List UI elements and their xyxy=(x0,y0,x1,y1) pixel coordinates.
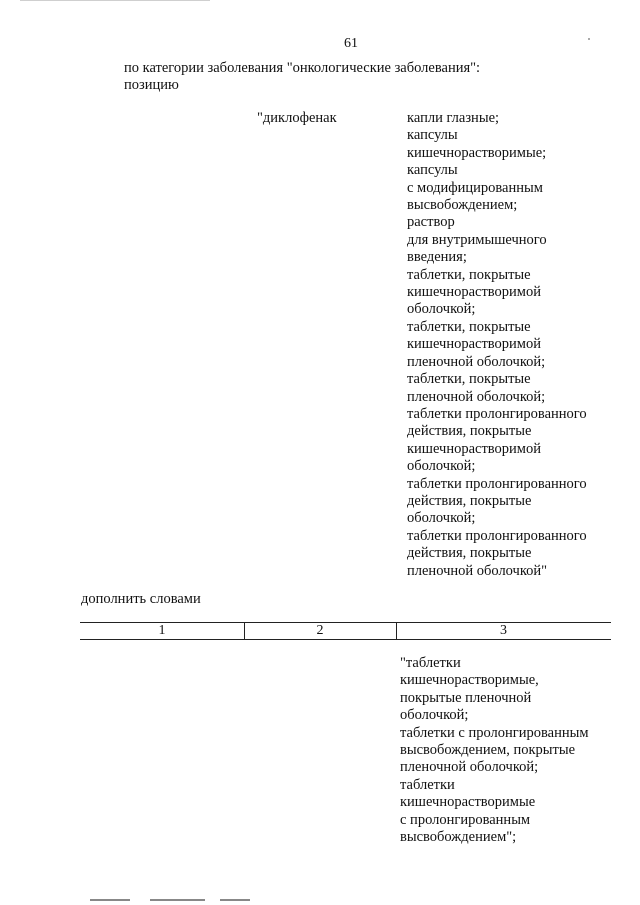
new-dosage-forms-list xyxy=(400,655,589,846)
new-form-line: таблетки с пролонгированным xyxy=(400,724,589,741)
dosage-form-line: таблетки пролонгированного xyxy=(407,527,587,544)
dosage-form-line: раствор xyxy=(407,214,455,231)
dosage-form-line: кишечнорастворимые; xyxy=(407,144,547,161)
column-number-2: 2 xyxy=(316,623,324,638)
page-number: 61 xyxy=(344,36,358,51)
dosage-form-line: таблетки, покрытые xyxy=(407,266,531,283)
dosage-form-line: оболочкой; xyxy=(407,510,476,527)
dosage-form-line: для внутримышечного xyxy=(407,231,547,248)
scan-top-edge xyxy=(20,0,210,1)
dosage-form-line: кишечнорастворимой xyxy=(407,284,541,301)
new-form-line: кишечнорастворимые, xyxy=(400,672,539,689)
dosage-form-line: таблетки, покрытые xyxy=(407,371,531,388)
scan-mark xyxy=(150,899,205,901)
scan-mark xyxy=(90,899,130,901)
intro-text-position: позицию xyxy=(124,77,179,93)
dosage-form-line: с модифицированным xyxy=(407,179,543,196)
dosage-form-line: действия, покрытые xyxy=(407,492,532,509)
dosage-form-line: высвобождением; xyxy=(407,197,518,214)
dosage-form-line: капсулы xyxy=(407,162,458,179)
column-number-header xyxy=(80,622,611,640)
new-form-line: с пролонгированным xyxy=(400,811,531,828)
dosage-form-line: действия, покрытые xyxy=(407,545,532,562)
new-form-line: высвобождением, покрытые xyxy=(400,742,576,759)
scan-mark xyxy=(220,899,250,901)
dosage-form-line: оболочкой; xyxy=(407,301,476,318)
dosage-form-line: кишечнорастворимой xyxy=(407,336,541,353)
dosage-form-line: введения; xyxy=(407,249,467,266)
dosage-form-line: пленочной оболочкой" xyxy=(407,562,548,579)
dosage-form-line: пленочной оболочкой; xyxy=(407,353,546,370)
new-form-line: высвобождением"; xyxy=(400,829,517,846)
dosage-form-line: оболочкой; xyxy=(407,458,476,475)
new-form-line: "таблетки xyxy=(400,655,461,671)
column-number-1: 1 xyxy=(158,623,166,638)
new-form-line: таблетки xyxy=(400,776,455,793)
new-form-line: оболочкой; xyxy=(400,707,469,724)
addition-label: дополнить словами xyxy=(81,591,201,607)
dosage-form-line: капли глазные; xyxy=(407,110,500,126)
drug-name: "диклофенак xyxy=(257,110,337,126)
column-number-3: 3 xyxy=(500,623,507,638)
dosage-form-line: таблетки пролонгированного xyxy=(407,405,587,422)
dosage-form-line: капсулы xyxy=(407,127,458,144)
intro-text: по категории заболевания "онкологические заболевания": xyxy=(124,60,481,76)
table-bottom-rule xyxy=(80,639,611,640)
dosage-form-line: таблетки пролонгированного xyxy=(407,475,587,492)
dosage-form-line: таблетки, покрытые xyxy=(407,318,531,335)
dosage-form-line: кишечнорастворимой xyxy=(407,440,541,457)
new-form-line: пленочной оболочкой; xyxy=(400,759,539,776)
dosage-forms-list xyxy=(407,110,587,580)
new-form-line: кишечнорастворимые xyxy=(400,794,536,811)
dosage-form-line: пленочной оболочкой; xyxy=(407,388,546,405)
dosage-form-line: действия, покрытые xyxy=(407,423,532,440)
new-form-line: покрытые пленочной xyxy=(400,689,532,706)
